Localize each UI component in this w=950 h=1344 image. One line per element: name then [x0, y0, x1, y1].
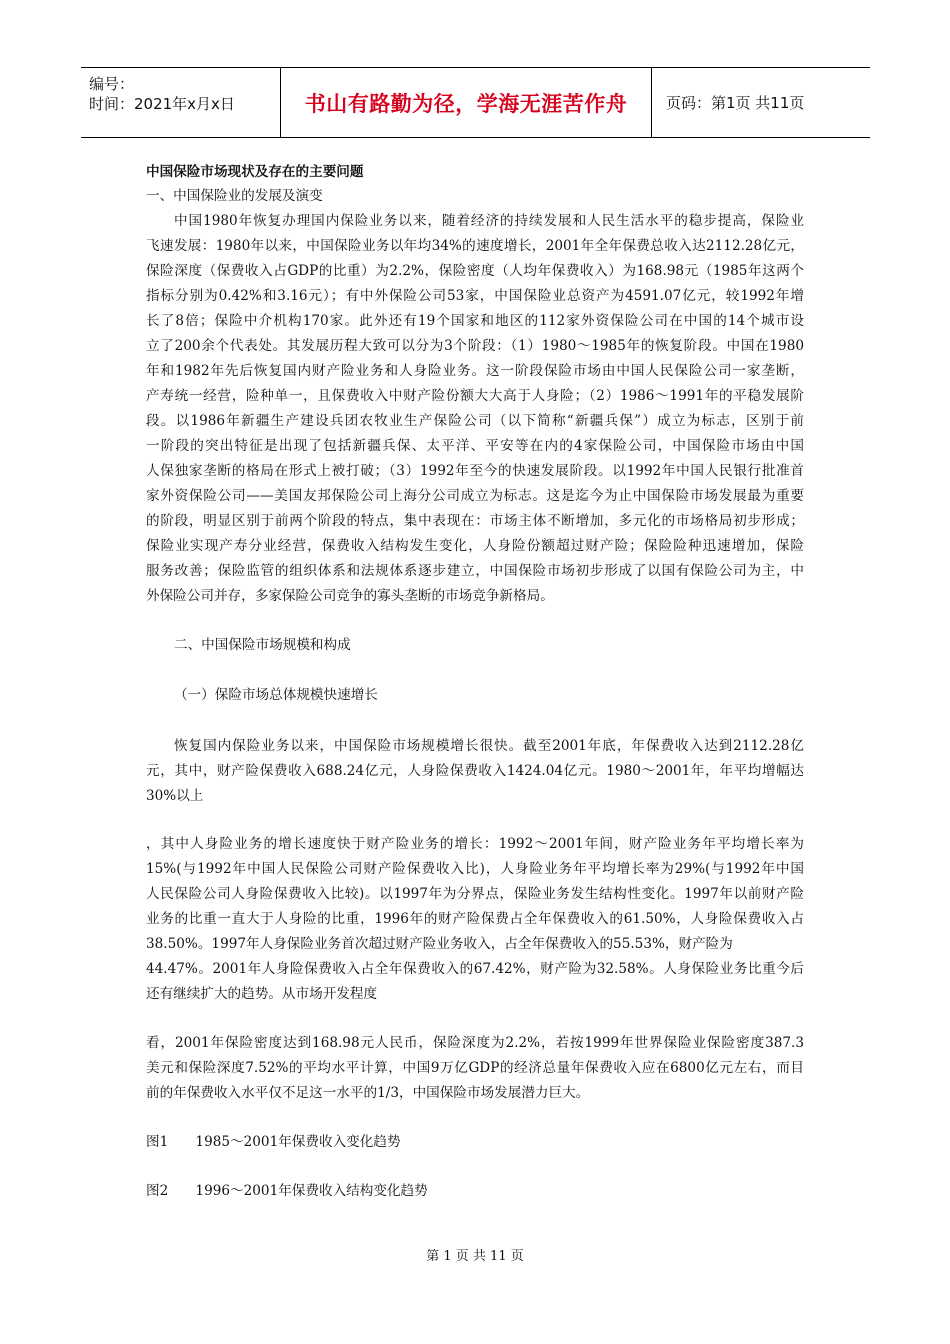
paragraph-line: 家外资保险公司——美国友邦保险公司上海分公司成立为标志。这是迄今为止中国保险市场发展最为重要	[146, 488, 804, 504]
paragraph-line: 立了200余个代表处。其发展历程大致可以分为3个阶段：（1）1980～1985年的恢复阶段。中国在1980	[146, 338, 804, 354]
page-header	[81, 67, 870, 138]
paragraph-line: 44.47%。2001年人身险保费收入占全年保费收入的67.42%，财产险为32.58%。人身保险业务比重今后	[146, 961, 804, 977]
paragraph-line: 年和1982年先后恢复国内财产险业务和人身险业务。这一阶段保险市场由中国人民保险公司一家垄断，	[146, 363, 804, 379]
paragraph-line: 人保独家垄断的格局在形式上被打破；（3）1992年至今的快速发展阶段。以1992年中国人民银行批准首	[146, 463, 804, 479]
figure-caption-2: 图2 1996～2001年保费收入结构变化趋势	[146, 1183, 428, 1199]
header-meta	[81, 68, 281, 137]
paragraph-line: 保险深度（保费收入占GDP的比重）为2.2%，保险密度（人均年保费收入）为168.98元（1985年这两个	[146, 263, 804, 279]
paragraph-line: 前的年保费收入水平仅不足这一水平的1/3，中国保险市场发展潜力巨大。	[146, 1085, 590, 1101]
paragraph-line: 一阶段的突出特征是出现了包括新疆兵保、太平洋、平安等在内的4家保险公司，中国保险市场由中国	[146, 438, 804, 454]
header-motto: 书山有路勤为径，学海无涯苦作舟	[281, 68, 652, 137]
figure-caption-1: 图1 1985～2001年保费收入变化趋势	[146, 1134, 401, 1150]
paragraph-line: 38.50%。1997年人身保险业务首次超过财产险业务收入，占全年保费收入的55.53%，财产险为	[146, 936, 733, 952]
paragraph-line: 外保险公司并存，多家保险公司竞争的寡头垄断的市场竞争新格局。	[146, 588, 554, 604]
section-heading-2: 二、中国保险市场规模和构成	[174, 637, 351, 653]
document-title: 中国保险市场现状及存在的主要问题	[146, 164, 364, 180]
paragraph-line: 人民保险公司人身险保费收入比较)。以1997年为分界点，保险业务发生结构性变化。1997年以前财产险	[146, 886, 804, 902]
page-footer: 第 1 页 共 11 页	[426, 1249, 524, 1264]
paragraph-line: 元，其中，财产险保费收入688.24亿元，人身险保费收入1424.04亿元。1980～2001年，年平均增幅达	[146, 763, 804, 779]
paragraph-line: 长了8倍；保险中介机构170家。此外还有19个国家和地区的112家外资保险公司在中国的14个城市设	[146, 313, 804, 329]
paragraph-line: ，其中人身险业务的增长速度快于财产险业务的增长：1992～2001年间，财产险业务年平均增长率为	[146, 836, 804, 852]
subsection-heading: （一）保险市场总体规模快速增长	[174, 687, 378, 703]
document-number-label: 编号：	[89, 75, 135, 93]
paragraph-line: 飞速发展：1980年以来，中国保险业务以年均34%的速度增长，2001年全年保费总收入达2112.28亿元，	[146, 238, 804, 254]
paragraph-line: 中国1980年恢复办理国内保险业务以来，随着经济的持续发展和人民生活水平的稳步提高，保险业	[174, 213, 804, 229]
section-heading-1: 一、中国保险业的发展及演变	[146, 188, 323, 204]
paragraph-line: 段。以1986年新疆生产建设兵团农牧业生产保险公司（以下简称“新疆兵保”）成立为标志，区别于前	[146, 413, 804, 429]
paragraph-line: 还有继续扩大的趋势。从市场开发程度	[146, 986, 378, 1002]
header-page-number: 页码：第1页 共11页	[666, 94, 805, 112]
paragraph-line: 产寿统一经营，险种单一，且保费收入中财产险份额大大高于人身险；（2）1986～1991年的平稳发展阶	[146, 388, 804, 404]
paragraph-line: 恢复国内保险业务以来，中国保险市场规模增长很快。截至2001年底，年保费收入达到2112.28亿	[174, 738, 804, 754]
paragraph-line: 保险业实现产寿分业经营，保费收入结构发生变化，人身险份额超过财产险；保险险种迅速增加，保险	[146, 538, 804, 554]
paragraph-line: 业务的比重一直大于人身险的比重，1996年的财产险保费占全年保费收入的61.50%，人身险保费收入占	[146, 911, 804, 927]
paragraph-line: 的阶段，明显区别于前两个阶段的特点，集中表现在：市场主体不断增加，多元化的市场格局初步形成；	[146, 513, 804, 529]
paragraph-line: 美元和保险深度7.52%的平均水平计算，中国9万亿GDP的经济总量年保费收入应在6800亿元左右，而目	[146, 1060, 804, 1076]
document-date: 时间：2021年x月x日	[89, 95, 235, 113]
paragraph-line: 看，2001年保险密度达到168.98元人民币，保险深度为2.2%，若按1999年世界保险业保险密度387.3	[146, 1035, 804, 1051]
paragraph-line: 15%(与1992年中国人民保险公司财产险保费收入比)，人身险业务年平均增长率为29%(与1992年中国	[146, 861, 804, 877]
paragraph-line: 指标分别为0.42%和3.16元）；有中外保险公司53家，中国保险业总资产为4591.07亿元，较1992年增	[146, 288, 804, 304]
paragraph-line: 服务改善；保险监管的组织体系和法规体系逐步建立，中国保险市场初步形成了以国有保险公司为主，中	[146, 563, 804, 579]
paragraph-line: 30%以上	[146, 788, 204, 804]
